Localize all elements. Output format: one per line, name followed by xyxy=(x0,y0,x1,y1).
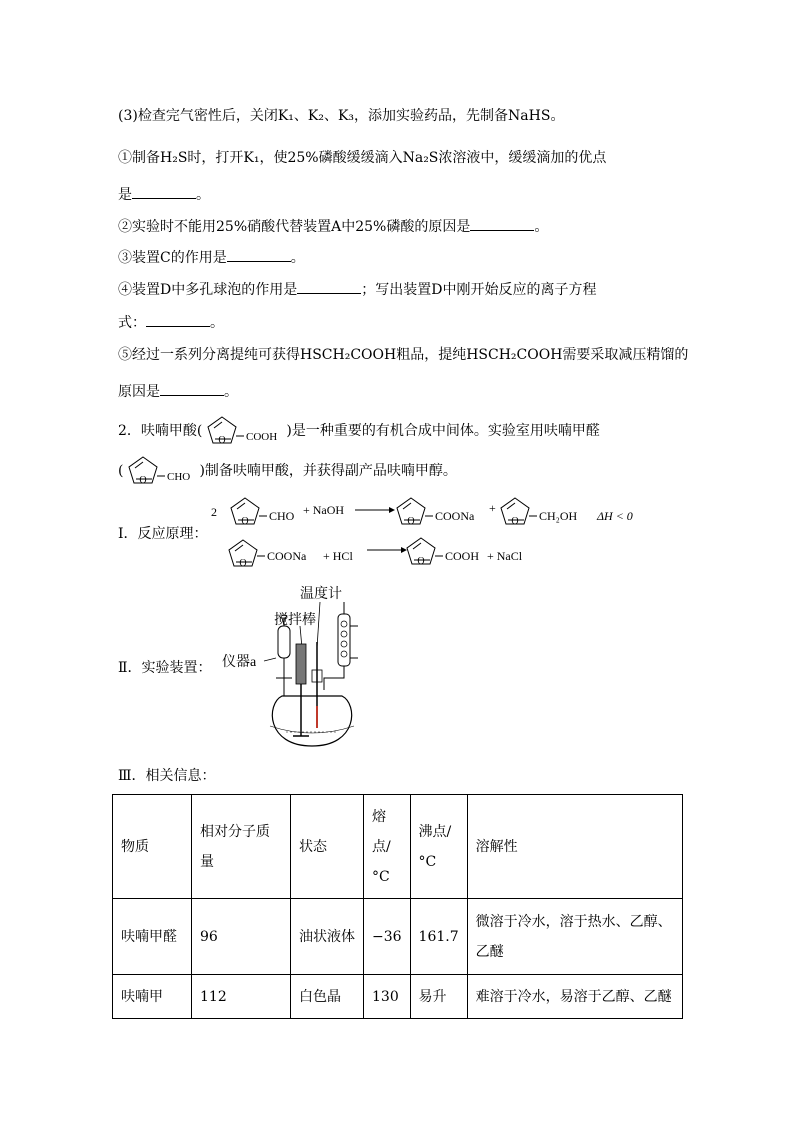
q3-item1-line2 xyxy=(118,184,210,205)
q2-intro-line2 xyxy=(118,454,457,488)
furan-ring-4 xyxy=(229,540,265,569)
header-cell: 沸点/°C xyxy=(410,795,467,899)
group-label: CHO xyxy=(269,509,295,523)
funnel-label: 仪器a xyxy=(222,655,257,670)
q3-item5-line2 xyxy=(118,381,238,402)
period: 。 xyxy=(290,250,305,266)
furoic-acid-structure xyxy=(202,414,286,448)
header-cell: 熔点/°C xyxy=(364,795,411,899)
dropping-funnel xyxy=(278,626,290,658)
table-cell: 96 xyxy=(192,899,291,975)
thermometer-label: 温度计 xyxy=(300,587,342,602)
table-cell: 白色晶 xyxy=(291,975,364,1019)
apparatus-diagram xyxy=(220,578,380,758)
header-cell: 状态 xyxy=(291,795,364,899)
q3-item2 xyxy=(118,216,548,237)
table-cell: 油状液体 xyxy=(291,899,364,975)
svg-text:O: O xyxy=(239,558,247,569)
section-reaction-principle: I．反应原理： xyxy=(118,526,208,542)
group-label: CH₂OH xyxy=(539,509,578,523)
furan-ring-3 xyxy=(501,498,537,527)
reagent: + NaCl xyxy=(487,549,523,563)
header-cell: 相对分子质量 xyxy=(192,795,291,899)
answer-blank[interactable] xyxy=(470,216,534,231)
svg-text:O: O xyxy=(511,516,519,527)
table-row xyxy=(113,975,683,1019)
stirrer-label: 搅拌棒 xyxy=(274,613,316,628)
coefficient: 2 xyxy=(211,505,217,519)
stirring-rod xyxy=(296,644,306,684)
answer-blank[interactable] xyxy=(227,247,291,262)
reagent: + HCl xyxy=(323,549,353,563)
svg-text:O: O xyxy=(417,556,425,567)
table-cell: 呋喃甲 xyxy=(113,975,192,1019)
furan-ring-1 xyxy=(231,498,267,527)
q3-item4-line2 xyxy=(118,312,224,333)
table-row xyxy=(113,899,683,975)
table-cell: 161.7 xyxy=(410,899,467,975)
q2-intro-suffix: )是一种重要的有机合成中间体。实验室用呋喃甲醛 xyxy=(286,423,600,439)
q2-line2-prefix: ( xyxy=(118,463,124,479)
q3-item4-prefix: 式： xyxy=(118,315,146,331)
period: 。 xyxy=(196,187,210,203)
group-label: COOH xyxy=(246,431,278,443)
table-cell: 易升 xyxy=(410,975,467,1019)
ring-oxygen: O xyxy=(139,475,148,486)
answer-blank[interactable] xyxy=(132,184,196,199)
answer-blank[interactable] xyxy=(146,312,210,327)
group-label: CHO xyxy=(167,471,191,483)
ring-oxygen: O xyxy=(218,435,226,446)
group-label: COONa xyxy=(435,509,475,523)
table-cell: 难溶于冷水，易溶于乙醇、乙醚 xyxy=(467,975,682,1019)
reflux-condenser xyxy=(338,614,350,666)
table-cell: 呋喃甲醛 xyxy=(113,899,192,975)
q2-intro-prefix: 2．呋喃甲酸( xyxy=(118,423,203,439)
group-label: COOH xyxy=(445,549,480,563)
table-header-row xyxy=(113,795,683,899)
q3-item4-mid: ；写出装置D中刚开始反应的离子方程 xyxy=(361,282,597,298)
furan-ring-2 xyxy=(397,498,433,527)
q3-item1-line1: ①制备H₂S时，打开K₁，使25%磷酸缓缓滴入Na₂S浓溶液中，缓缓滴加的优点 xyxy=(118,150,607,166)
period: 。 xyxy=(210,315,224,331)
reaction-arrow xyxy=(367,547,407,553)
furfural-structure xyxy=(123,454,199,488)
reagent: + NaOH xyxy=(303,503,345,517)
section-related-info: Ⅲ．相关信息： xyxy=(118,768,216,784)
svg-text:O: O xyxy=(407,516,415,527)
furan-ring-5 xyxy=(407,538,443,567)
table-cell: 130 xyxy=(364,975,411,1019)
group-label: COONa xyxy=(267,549,307,563)
property-table xyxy=(112,794,683,1019)
section-apparatus: Ⅱ．实验装置： xyxy=(118,660,212,676)
q3-item5-line1: ⑤经过一系列分离提纯可获得HSCH₂COOH粗品，提纯HSCH₂COOH需要采取减压精馏的 xyxy=(118,347,689,363)
header-cell: 溶解性 xyxy=(467,795,682,899)
enthalpy: ΔH < 0 xyxy=(597,509,633,523)
q3-item4-text: ④装置D中多孔球泡的作用是 xyxy=(118,282,298,298)
plus: + xyxy=(489,501,496,515)
q3-item3 xyxy=(118,247,305,268)
q3-item5-prefix: 原因是 xyxy=(118,384,160,400)
header-cell: 物质 xyxy=(113,795,192,899)
reaction-equations xyxy=(205,490,655,580)
q3-intro: (3)检查完气密性后，关闭K₁、K₂、K₃，添加实验药品，先制备NaHS。 xyxy=(118,108,565,124)
round-bottom-flask xyxy=(272,696,351,746)
answer-blank[interactable] xyxy=(160,381,224,396)
period: 。 xyxy=(224,384,238,400)
svg-text:O: O xyxy=(241,516,249,527)
q3-item4-line1 xyxy=(118,279,596,300)
q3-item1-prefix: 是 xyxy=(118,187,132,203)
reaction-arrow xyxy=(355,507,395,513)
answer-blank[interactable] xyxy=(297,279,361,294)
q2-intro xyxy=(118,414,600,448)
table-cell: −36 xyxy=(364,899,411,975)
period: 。 xyxy=(534,219,549,235)
table-cell: 112 xyxy=(192,975,291,1019)
q3-item2-text: ②实验时不能用25%硝酸代替装置A中25%磷酸的原因是 xyxy=(118,219,471,235)
table-cell: 微溶于冷水，溶于热水、乙醇、乙醚 xyxy=(467,899,682,975)
q2-line2-suffix: )制备呋喃甲酸，并获得副产品呋喃甲醇。 xyxy=(199,463,457,479)
q3-item3-text: ③装置C的作用是 xyxy=(118,250,227,266)
